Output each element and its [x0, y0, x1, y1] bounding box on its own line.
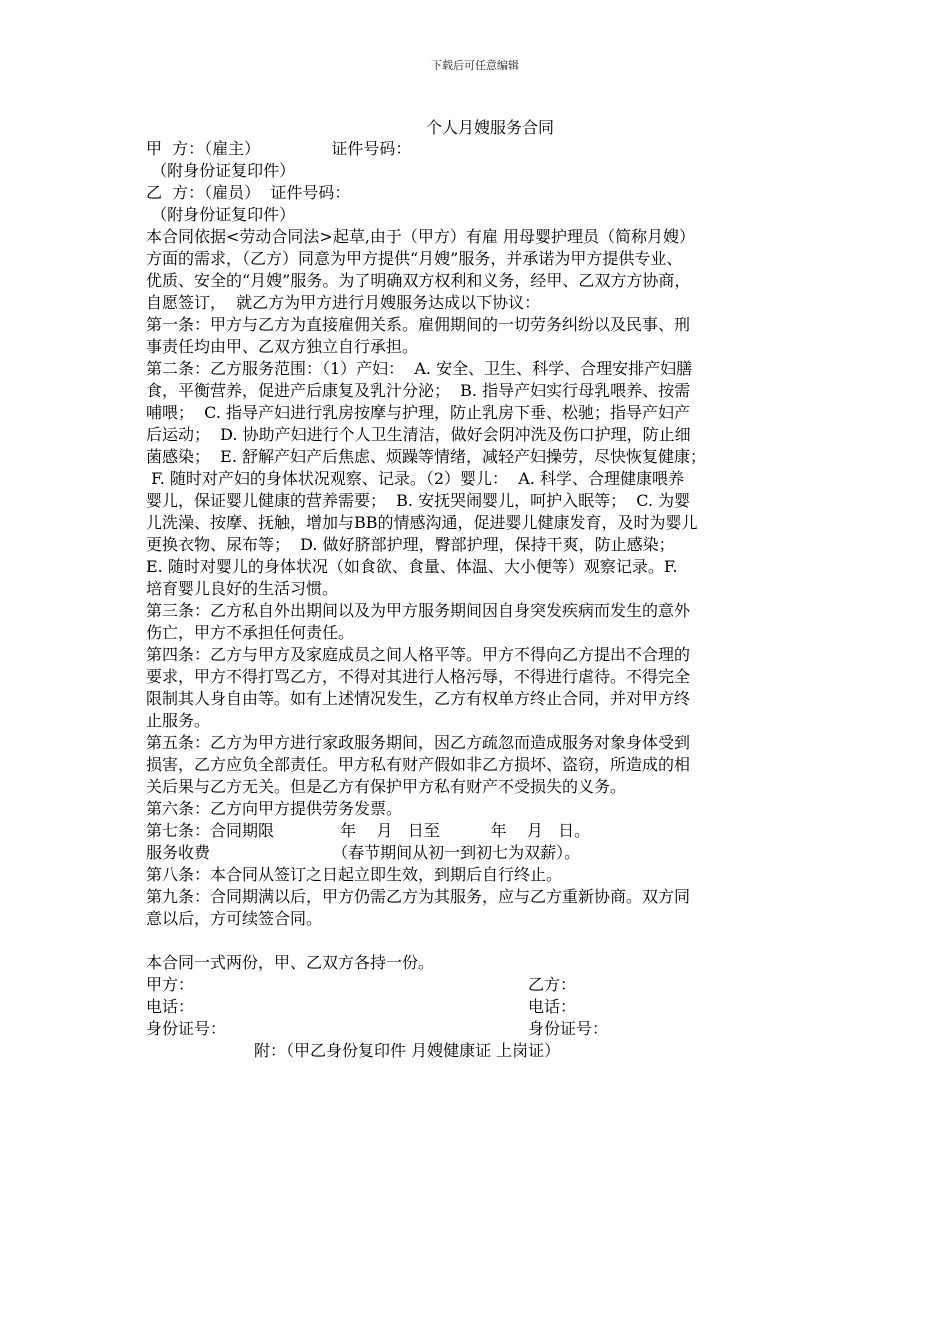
- article-9-line: 第九条：合同期满以后，甲方仍需乙方为其服务，应与乙方重新协商。双方同: [146, 887, 691, 906]
- article-5-line: 损害，乙方应负全部责任。甲方私有财产假如非乙方损坏、盗窃，所造成的相: [146, 755, 691, 774]
- party-b-phone-label: 电话：: [528, 997, 577, 1016]
- preamble-line: 自愿签订， 就乙方为甲方进行月嫂服务达成以下协议：: [146, 293, 541, 312]
- document-title: 个人月嫂服务合同: [425, 118, 554, 137]
- article-6-line: 第六条：乙方向甲方提供劳务发票。: [146, 799, 403, 818]
- article-5-line: 关后果与乙方无关。但是乙方有保护甲方私有财产不受损失的义务。: [146, 777, 627, 796]
- service-fee-line: 服务收费 （春节期间从初一到初七为双薪）。: [146, 843, 581, 862]
- article-2-line: 菌感染； E. 舒解产妇产后焦虑、烦躁等情绪，减轻产妇操劳，尽快恢复健康；: [146, 447, 707, 466]
- article-4-line: 限制其人身自由等。如有上述情况发生，乙方有权单方终止合同，并对甲方终: [146, 689, 691, 708]
- article-7-line: 第七条：合同期限 年 月 日至 年 月 日。: [146, 821, 591, 840]
- article-3-line: 第三条：乙方私自外出期间以及为甲方服务期间因自身突发疾病而发生的意外: [146, 601, 691, 620]
- party-a-phone-label: 电话：: [146, 997, 195, 1016]
- article-2-line: 更换衣物、尿布等； D. 做好脐部护理，臀部护理，保持干爽，防止感染；: [146, 535, 675, 554]
- article-2-line: 第二条：乙方服务范围：（1）产妇： A. 安全、卫生、科学、合理安排产妇膳: [146, 359, 693, 378]
- article-3-line: 伤亡，甲方不承担任何责任。: [146, 623, 355, 642]
- article-2-line: 后运动； D. 协助产妇进行个人卫生清洁，做好会阴冲洗及伤口护理，防止细: [146, 425, 691, 444]
- contract-body: [146, 138, 812, 1062]
- article-2-line: E. 随时对婴儿的身体状况（如食欲、食量、体温、大小便等）观察记录。F.: [146, 557, 678, 576]
- article-1-line: 事责任均由甲、乙双方独立自行承担。: [146, 337, 419, 356]
- article-2-line: 婴儿，保证婴儿健康的营养需要； B. 安抚哭闹婴儿，呵护入眠等； C. 为婴: [146, 491, 691, 510]
- article-2-line: 哺喂； C. 指导产妇进行乳房按摩与护理，防止乳房下垂、松驰；指导产妇产: [146, 403, 691, 422]
- article-8-line: 第八条：本合同从签订之日起立即生效，到期后自行终止。: [146, 865, 563, 884]
- party-b-id-note: （附身份证复印件）: [146, 205, 296, 224]
- closing-statement: 本合同一式两份，甲、乙双方各持一份。: [146, 953, 435, 972]
- article-2-line: 培育婴儿良好的生活习惯。: [146, 579, 339, 598]
- party-a-signature-label: 甲方：: [146, 975, 195, 994]
- article-1-line: 第一条：甲方与乙方为直接雇佣关系。雇佣期间的一切劳务纠纷以及民事、刑: [146, 315, 691, 334]
- party-b-id-label: 身份证号：: [528, 1019, 609, 1038]
- article-4-line: 要求，甲方不得打骂乙方，不得对其进行人格污辱，不得进行虐待。不得完全: [146, 667, 691, 686]
- article-2-line: 食，平衡营养，促进产后康复及乳汁分泌； B. 指导产妇实行母乳喂养、按需: [146, 381, 691, 400]
- attachment-note: 附：（甲乙身份复印件 月嫂健康证 上岗证）: [254, 1041, 561, 1060]
- article-2-line: F. 随时对产妇的身体状况观察、记录。（2）婴儿： A. 科学、合理健康喂养: [146, 469, 684, 488]
- article-5-line: 第五条：乙方为甲方进行家政服务期间，因乙方疏忽而造成服务对象身体受到: [146, 733, 691, 752]
- signature-row-id: [146, 1018, 812, 1040]
- party-b-line: 乙 方：（雇员） 证件号码：: [146, 183, 351, 202]
- preamble-line: 方面的需求，（乙方）同意为甲方提供“月嫂”服务，并承诺为甲方提供专业、: [146, 249, 683, 268]
- article-4-line: 止服务。: [146, 711, 211, 730]
- signature-row-phone: [146, 996, 812, 1018]
- party-b-signature-label: 乙方：: [528, 975, 577, 994]
- article-4-line: 第四条：乙方与甲方及家庭成员之间人格平等。甲方不得向乙方提出不合理的: [146, 645, 691, 664]
- party-a-id-label: 身份证号：: [146, 1019, 227, 1038]
- page-header-note: 下载后可任意编辑: [431, 59, 519, 72]
- article-9-line: 意以后，方可续签合同。: [146, 909, 323, 928]
- party-a-id-note: （附身份证复印件）: [146, 161, 296, 180]
- article-2-line: 儿洗澡、按摩、抚触，增加与BB的情感沟通，促进婴儿健康发育，及时为婴儿: [146, 513, 698, 532]
- preamble-line: 本合同依据<劳动合同法>起草,由于（甲方）有雇 用母婴护理员（简称月嫂）: [146, 227, 695, 246]
- party-a-line: 甲 方：（雇主） 证件号码：: [146, 139, 412, 158]
- signature-row-party: [146, 974, 812, 996]
- spacer: [146, 930, 812, 952]
- preamble-line: 优质、安全的“月嫂”服务。为了明确双方权利和义务，经甲、乙双方方协商，: [146, 271, 691, 290]
